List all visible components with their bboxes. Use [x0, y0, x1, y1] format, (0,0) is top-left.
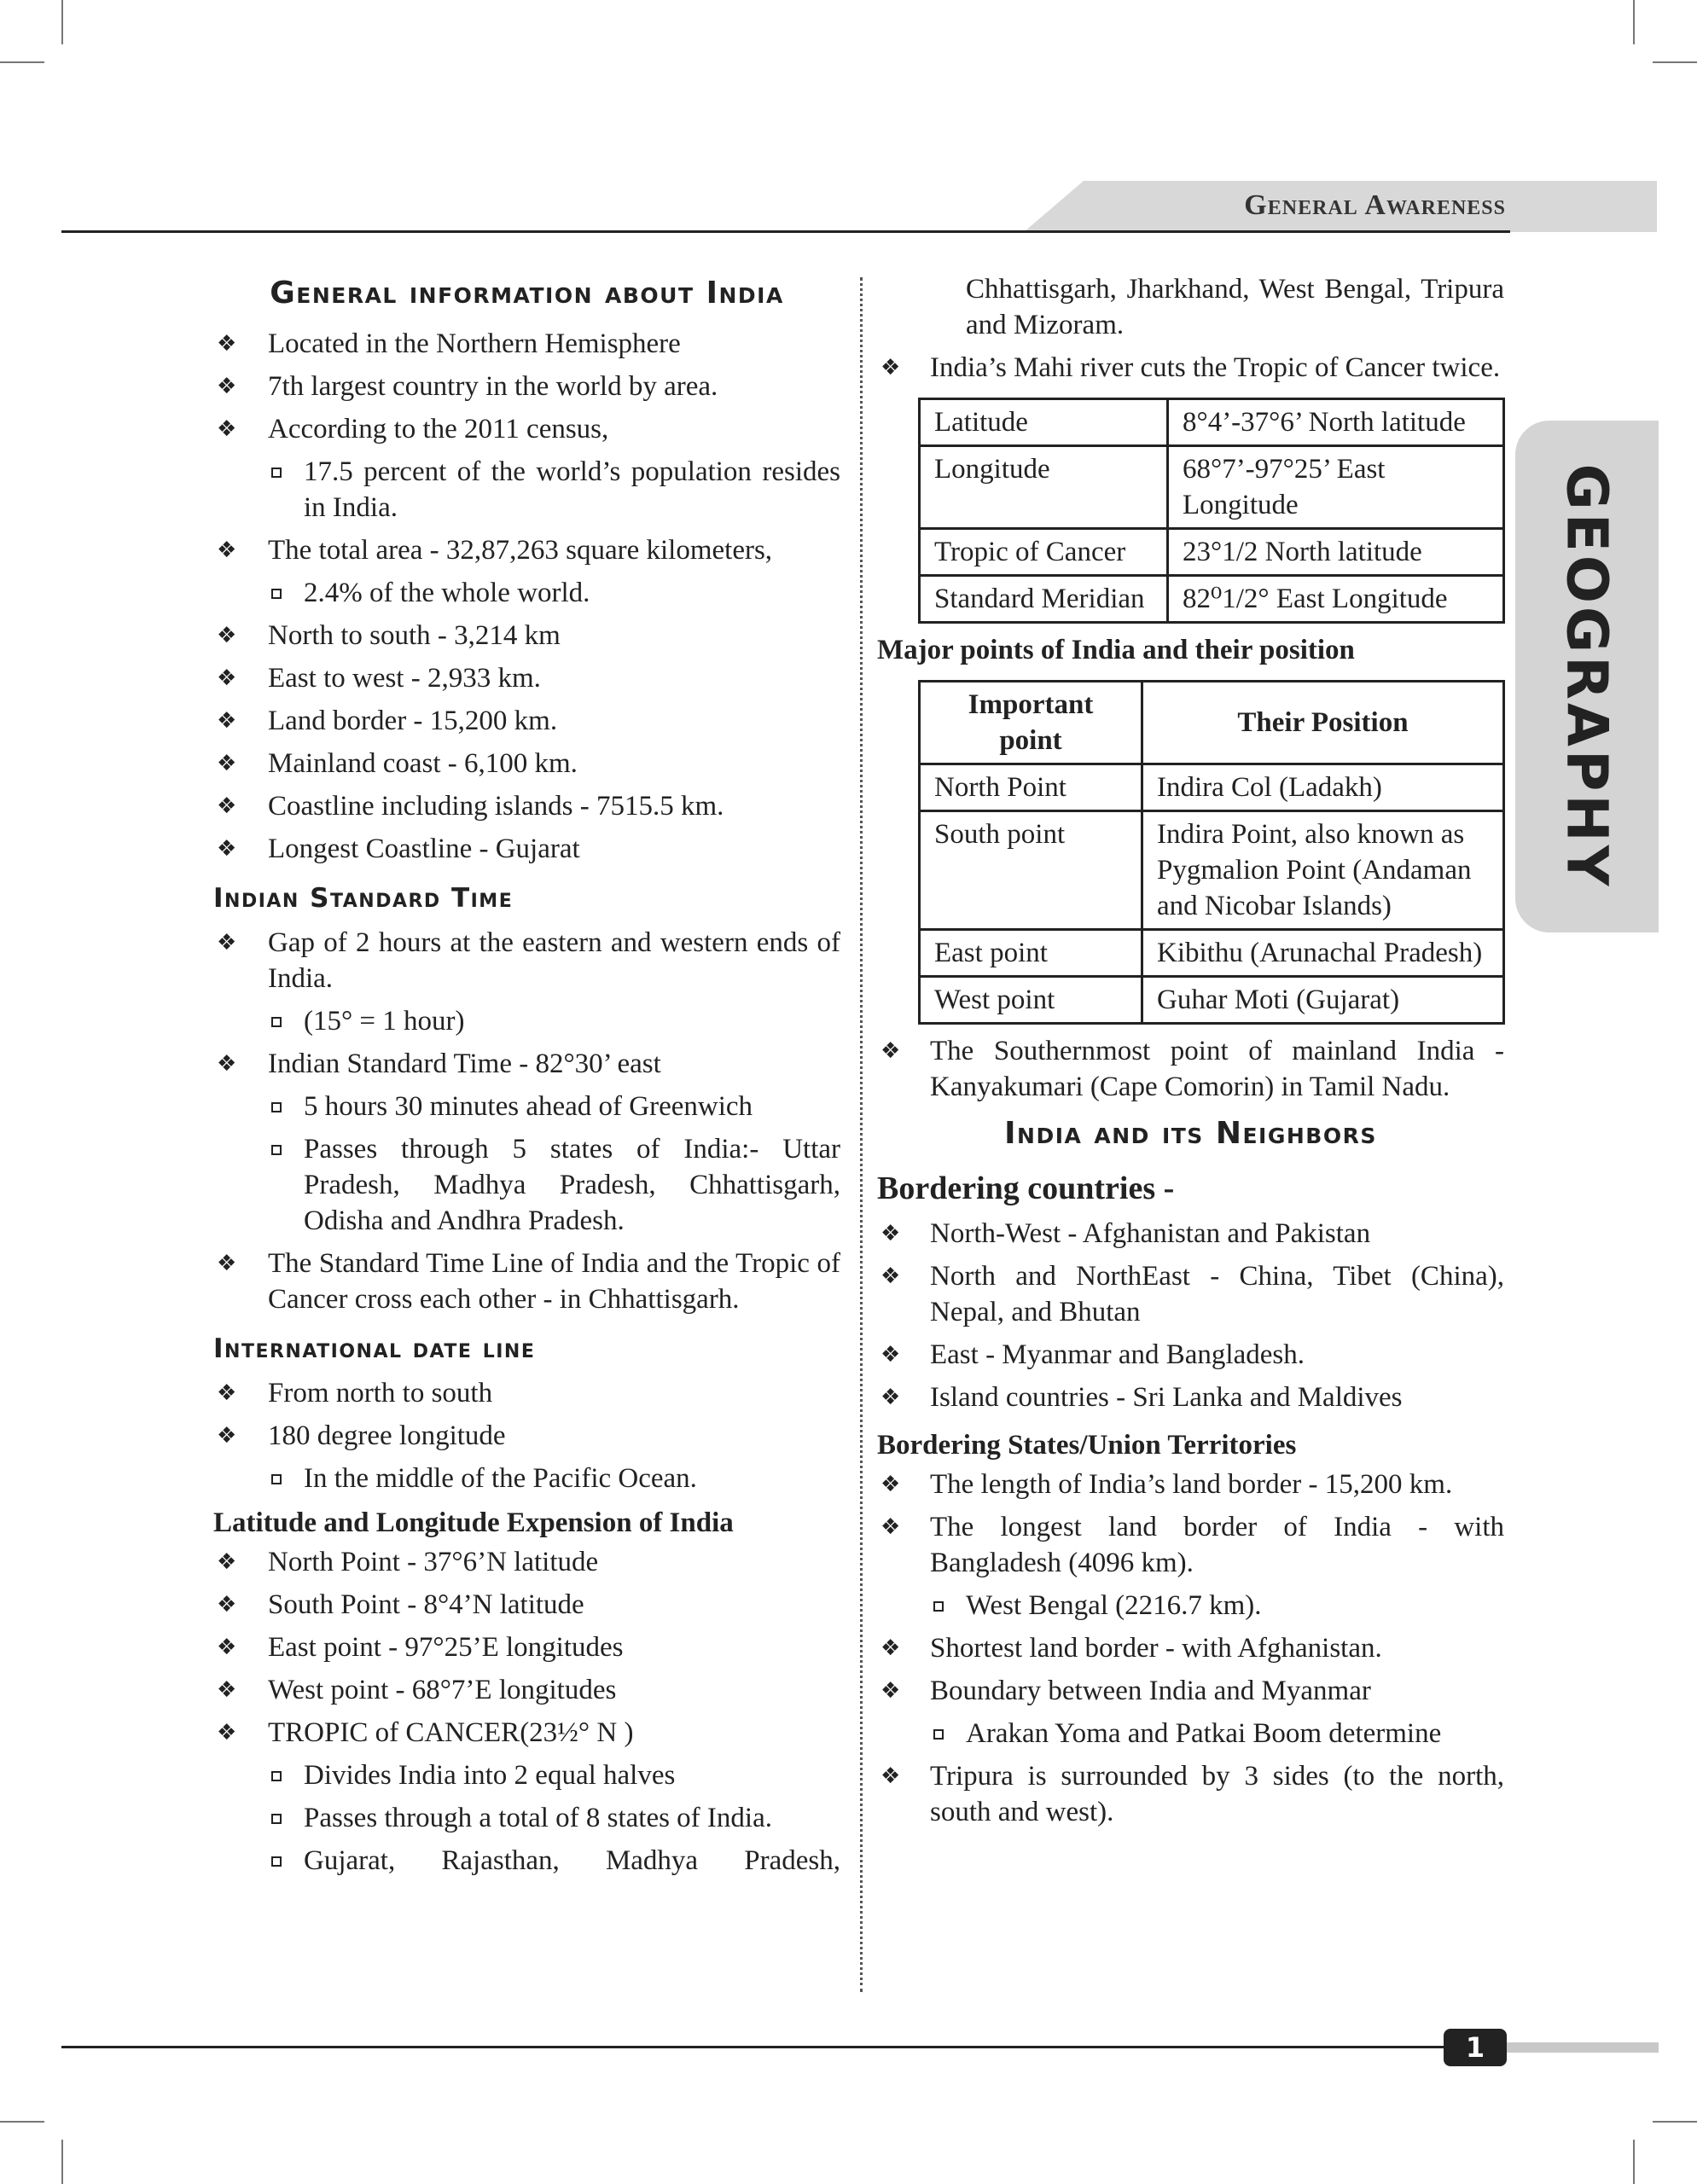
- table-cell: Guhar Moti (Gujarat): [1142, 977, 1504, 1024]
- crop-mark: [0, 2121, 44, 2123]
- list-item: ❖ Boundary between India and Myanmar: [877, 1673, 1504, 1709]
- crop-mark: [1633, 0, 1635, 44]
- crop-mark: [61, 2140, 63, 2184]
- list-item: ❖ North-West - Afghanistan and Pakistan: [877, 1216, 1504, 1252]
- ist-title: Indian Standard Time: [213, 883, 514, 914]
- table-row: [920, 576, 1504, 623]
- list-item: ❖ West point - 68°7’E longitudes: [213, 1672, 840, 1708]
- table-row: [920, 446, 1504, 529]
- table-cell: Standard Meridian: [920, 576, 1168, 623]
- bordering-countries-title: Bordering countries -: [877, 1170, 1175, 1206]
- general-info-title: General information about India: [270, 276, 784, 311]
- table-row: [920, 764, 1504, 811]
- crop-mark: [0, 61, 44, 63]
- list-item: ❖ India’s Mahi river cuts the Tropic of Cancer twice.: [877, 350, 1504, 386]
- table-cell: 82⁰1/2° East Longitude: [1168, 576, 1504, 623]
- list-item: ❖ North to south - 3,214 km: [213, 618, 840, 653]
- sub-list-item: 17.5 percent of the world’s population resides in India.: [213, 454, 840, 526]
- bordering-states-list: [877, 1467, 1504, 1830]
- table-header-cell: Important point: [920, 682, 1142, 764]
- list-item: ❖ Shortest land border - with Afghanistan.: [877, 1630, 1504, 1666]
- table-cell: Indira Point, also known as Pygmalion Point (Andaman and Nicobar Islands): [1142, 811, 1504, 930]
- left-column: [213, 271, 840, 1885]
- table-cell: East point: [920, 930, 1142, 977]
- sub-list-item: Gujarat, Rajasthan, Madhya Pradesh,: [213, 1843, 840, 1879]
- sub-list-item: West Bengal (2216.7 km).: [877, 1588, 1504, 1623]
- southernmost-list: [877, 1033, 1504, 1105]
- table-row: [920, 930, 1504, 977]
- points-table: [918, 680, 1505, 1025]
- list-item: ❖ According to the 2011 census,: [213, 411, 840, 447]
- idl-list: [213, 1375, 840, 1496]
- ist-list: [213, 925, 840, 1317]
- footer-rule: [61, 2046, 1452, 2048]
- list-item: ❖ The Standard Time Line of India and the Tropic of Cancer cross each other - in Chhattisgarh.: [213, 1246, 840, 1317]
- table-row: [920, 977, 1504, 1024]
- table-row: [920, 811, 1504, 930]
- table-header-cell: Their Position: [1142, 682, 1504, 764]
- list-item: ❖ The total area - 32,87,263 square kilometers,: [213, 532, 840, 568]
- list-item: ❖ The longest land border of India - with Bangladesh (4096 km).: [877, 1509, 1504, 1581]
- sub-list-item: 5 hours 30 minutes ahead of Greenwich: [213, 1089, 840, 1124]
- list-item: ❖ Island countries - Sri Lanka and Maldives: [877, 1380, 1504, 1415]
- list-item: ❖ East point - 97°25’E longitudes: [213, 1629, 840, 1665]
- list-item: ❖ South Point - 8°4’N latitude: [213, 1587, 840, 1623]
- latlong-title: Latitude and Longitude Expension of India: [213, 1507, 734, 1538]
- table-cell: South point: [920, 811, 1142, 930]
- crop-mark: [1653, 2121, 1697, 2123]
- list-item: ❖ Indian Standard Time - 82°30’ east: [213, 1046, 840, 1082]
- states-continuation: Chhattisgarh, Jharkhand, West Bengal, Tripura and Mizoram.: [966, 274, 1504, 340]
- list-item: ❖ TROPIC of CANCER(23½° N ): [213, 1715, 840, 1751]
- table-header-row: [920, 682, 1504, 764]
- list-item: ❖ Coastline including islands - 7515.5 km.: [213, 788, 840, 824]
- list-item: ❖ Land border - 15,200 km.: [213, 703, 840, 739]
- table-cell: Longitude: [920, 446, 1168, 529]
- sub-list-item: Divides India into 2 equal halves: [213, 1757, 840, 1793]
- list-item: ❖ Longest Coastline - Gujarat: [213, 831, 840, 867]
- list-item: ❖ Located in the Northern Hemisphere: [213, 326, 840, 362]
- coordinates-table: [918, 398, 1505, 624]
- table-row: [920, 529, 1504, 576]
- list-item: ❖ North and NorthEast - China, Tibet (China), Nepal, and Bhutan: [877, 1258, 1504, 1330]
- table-cell: 8°4’-37°6’ North latitude: [1168, 399, 1504, 446]
- general-info-list: [213, 326, 840, 867]
- list-item: ❖ East - Myanmar and Bangladesh.: [877, 1337, 1504, 1373]
- list-item: ❖ North Point - 37°6’N latitude: [213, 1544, 840, 1580]
- list-item: ❖ Tripura is surrounded by 3 sides (to the north, south and west).: [877, 1758, 1504, 1830]
- table-cell: North Point: [920, 764, 1142, 811]
- sub-list-item: (15° = 1 hour): [213, 1003, 840, 1039]
- neighbors-title: India and its Neighbors: [1004, 1116, 1377, 1151]
- page-number: 1: [1444, 2029, 1507, 2066]
- bordering-countries-list: [877, 1216, 1504, 1415]
- list-item: ❖ 180 degree longitude: [213, 1418, 840, 1454]
- sub-list-item: Passes through a total of 8 states of India.: [213, 1800, 840, 1836]
- sub-list-item: Arakan Yoma and Patkai Boom determine: [877, 1716, 1504, 1751]
- list-item: ❖ The length of India’s land border - 15,200 km.: [877, 1467, 1504, 1502]
- column-divider: [860, 277, 863, 1992]
- crop-mark: [1653, 61, 1697, 63]
- crop-mark: [1633, 2140, 1635, 2184]
- table-cell: 23°1/2 North latitude: [1168, 529, 1504, 576]
- header-rule: [61, 230, 1510, 233]
- mahi-list: [877, 350, 1504, 386]
- header-section-title: General Awareness: [1244, 189, 1506, 221]
- table-cell: West point: [920, 977, 1142, 1024]
- list-item: ❖ 7th largest country in the world by area.: [213, 369, 840, 404]
- sub-list-item: In the middle of the Pacific Ocean.: [213, 1461, 840, 1496]
- list-item: ❖ The Southernmost point of mainland India - Kanyakumari (Cape Comorin) in Tamil Nadu.: [877, 1033, 1504, 1105]
- latlong-list: [213, 1544, 840, 1879]
- crop-mark: [61, 0, 63, 44]
- list-item: ❖ Gap of 2 hours at the eastern and western ends of India.: [213, 925, 840, 996]
- idl-title: International date line: [213, 1333, 536, 1364]
- right-column: [877, 271, 1504, 1837]
- sub-list-item: 2.4% of the whole world.: [213, 575, 840, 611]
- bordering-states-title: Bordering States/Union Territories: [877, 1430, 1297, 1461]
- sub-list-item: Passes through 5 states of India:- Uttar Pradesh, Madhya Pradesh, Chhattisgarh, Odisha and Andhra Pradesh.: [213, 1131, 840, 1239]
- table-cell: Tropic of Cancer: [920, 529, 1168, 576]
- list-item: ❖ Mainland coast - 6,100 km.: [213, 746, 840, 781]
- list-item: ❖ From north to south: [213, 1375, 840, 1411]
- table-cell: 68°7’-97°25’ East Longitude: [1168, 446, 1504, 529]
- table-cell: Kibithu (Arunachal Pradesh): [1142, 930, 1504, 977]
- list-item: ❖ East to west - 2,933 km.: [213, 660, 840, 696]
- side-tab-label: GEOGRAPHY: [1554, 463, 1620, 890]
- table-cell: Indira Col (Ladakh): [1142, 764, 1504, 811]
- table-row: [920, 399, 1504, 446]
- points-title: Major points of India and their position: [877, 635, 1355, 665]
- table-cell: Latitude: [920, 399, 1168, 446]
